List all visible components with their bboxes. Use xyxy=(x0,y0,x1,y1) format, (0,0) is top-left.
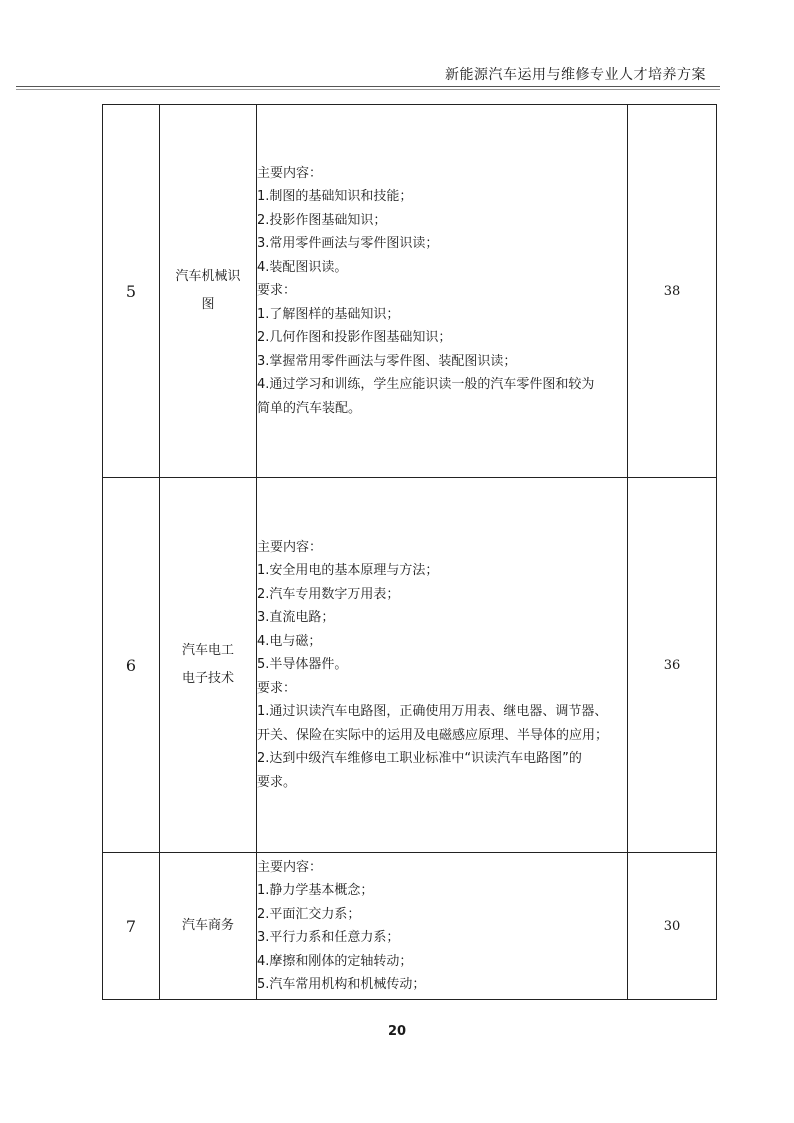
course-hours: 30 xyxy=(628,853,717,1000)
content-line: 主要内容： xyxy=(257,165,323,181)
content-line: 2.几何作图和投影作图基础知识； xyxy=(257,330,452,346)
content-line: 3.平行力系和任意力系； xyxy=(257,930,400,945)
course-name xyxy=(160,478,257,853)
content-line: 要求。 xyxy=(257,774,297,790)
page-number: 20 xyxy=(387,1024,407,1039)
content-line: 4.装配图识读。 xyxy=(257,259,348,275)
table-row xyxy=(103,853,717,1000)
content-line: 要求： xyxy=(257,680,297,696)
course-content xyxy=(257,478,628,853)
content-line: 简单的汽车装配。 xyxy=(257,400,362,416)
content-line: 4.电与磁； xyxy=(257,633,322,649)
content-line: 2.平面汇交力系； xyxy=(257,906,361,922)
content-line: 1.安全用电的基本原理与方法； xyxy=(257,563,439,579)
course-hours: 38 xyxy=(628,105,717,478)
course-number: 7 xyxy=(103,853,160,1000)
course-name-line: 汽车商务 xyxy=(181,918,234,933)
course-number: 5 xyxy=(103,105,160,478)
course-hours: 36 xyxy=(628,478,717,853)
table-row xyxy=(103,105,717,478)
course-name xyxy=(160,853,257,1000)
content-line: 1.制图的基础知识和技能； xyxy=(257,189,413,205)
content-line: 5.半导体器件。 xyxy=(257,657,348,673)
course-name xyxy=(160,105,257,478)
content-line: 3.掌握常用零件画法与零件图、装配图识读； xyxy=(257,353,517,369)
course-name-line: 图 xyxy=(201,297,215,312)
content-line: 5.汽车常用机构和机械传动； xyxy=(257,977,426,992)
content-line: 2.投影作图基础知识； xyxy=(257,212,387,228)
course-content xyxy=(257,105,628,478)
content-line: 3.常用零件画法与零件图识读； xyxy=(257,236,439,252)
content-line: 1.静力学基本概念； xyxy=(257,883,374,898)
content-line: 1.了解图样的基础知识； xyxy=(257,306,400,322)
content-line: 要求： xyxy=(257,283,297,299)
course-table xyxy=(102,104,717,1000)
content-line: 主要内容： xyxy=(257,859,323,875)
header-rule xyxy=(16,86,720,87)
table-row xyxy=(103,478,717,853)
content-line: 主要内容： xyxy=(257,539,323,555)
content-line: 开关、保险在实际中的运用及电磁感应原理、半导体的应用； xyxy=(257,727,609,743)
course-number: 6 xyxy=(103,478,160,853)
content-line: 3.直流电路； xyxy=(257,610,335,626)
header-title: 新能源汽车运用与维修专业人才培养方案 xyxy=(445,67,706,83)
content-line: 2.达到中级汽车维修电工职业标准中“识读汽车电路图”的 xyxy=(257,751,582,767)
content-line: 4.通过学习和训练，学生应能识读一般的汽车零件图和较为 xyxy=(257,377,595,393)
course-name-line: 汽车电工 xyxy=(181,643,234,658)
course-name-line: 电子技术 xyxy=(181,671,234,686)
header-rule-secondary xyxy=(16,89,720,90)
content-line: 4.摩擦和刚体的定轴转动； xyxy=(257,953,413,969)
course-name-line: 汽车机械识 xyxy=(175,269,241,284)
course-content xyxy=(257,853,628,1000)
content-line: 1.通过识读汽车电路图，正确使用万用表、继电器、调节器、 xyxy=(257,704,608,720)
content-line: 2.汽车专用数字万用表； xyxy=(257,586,400,602)
